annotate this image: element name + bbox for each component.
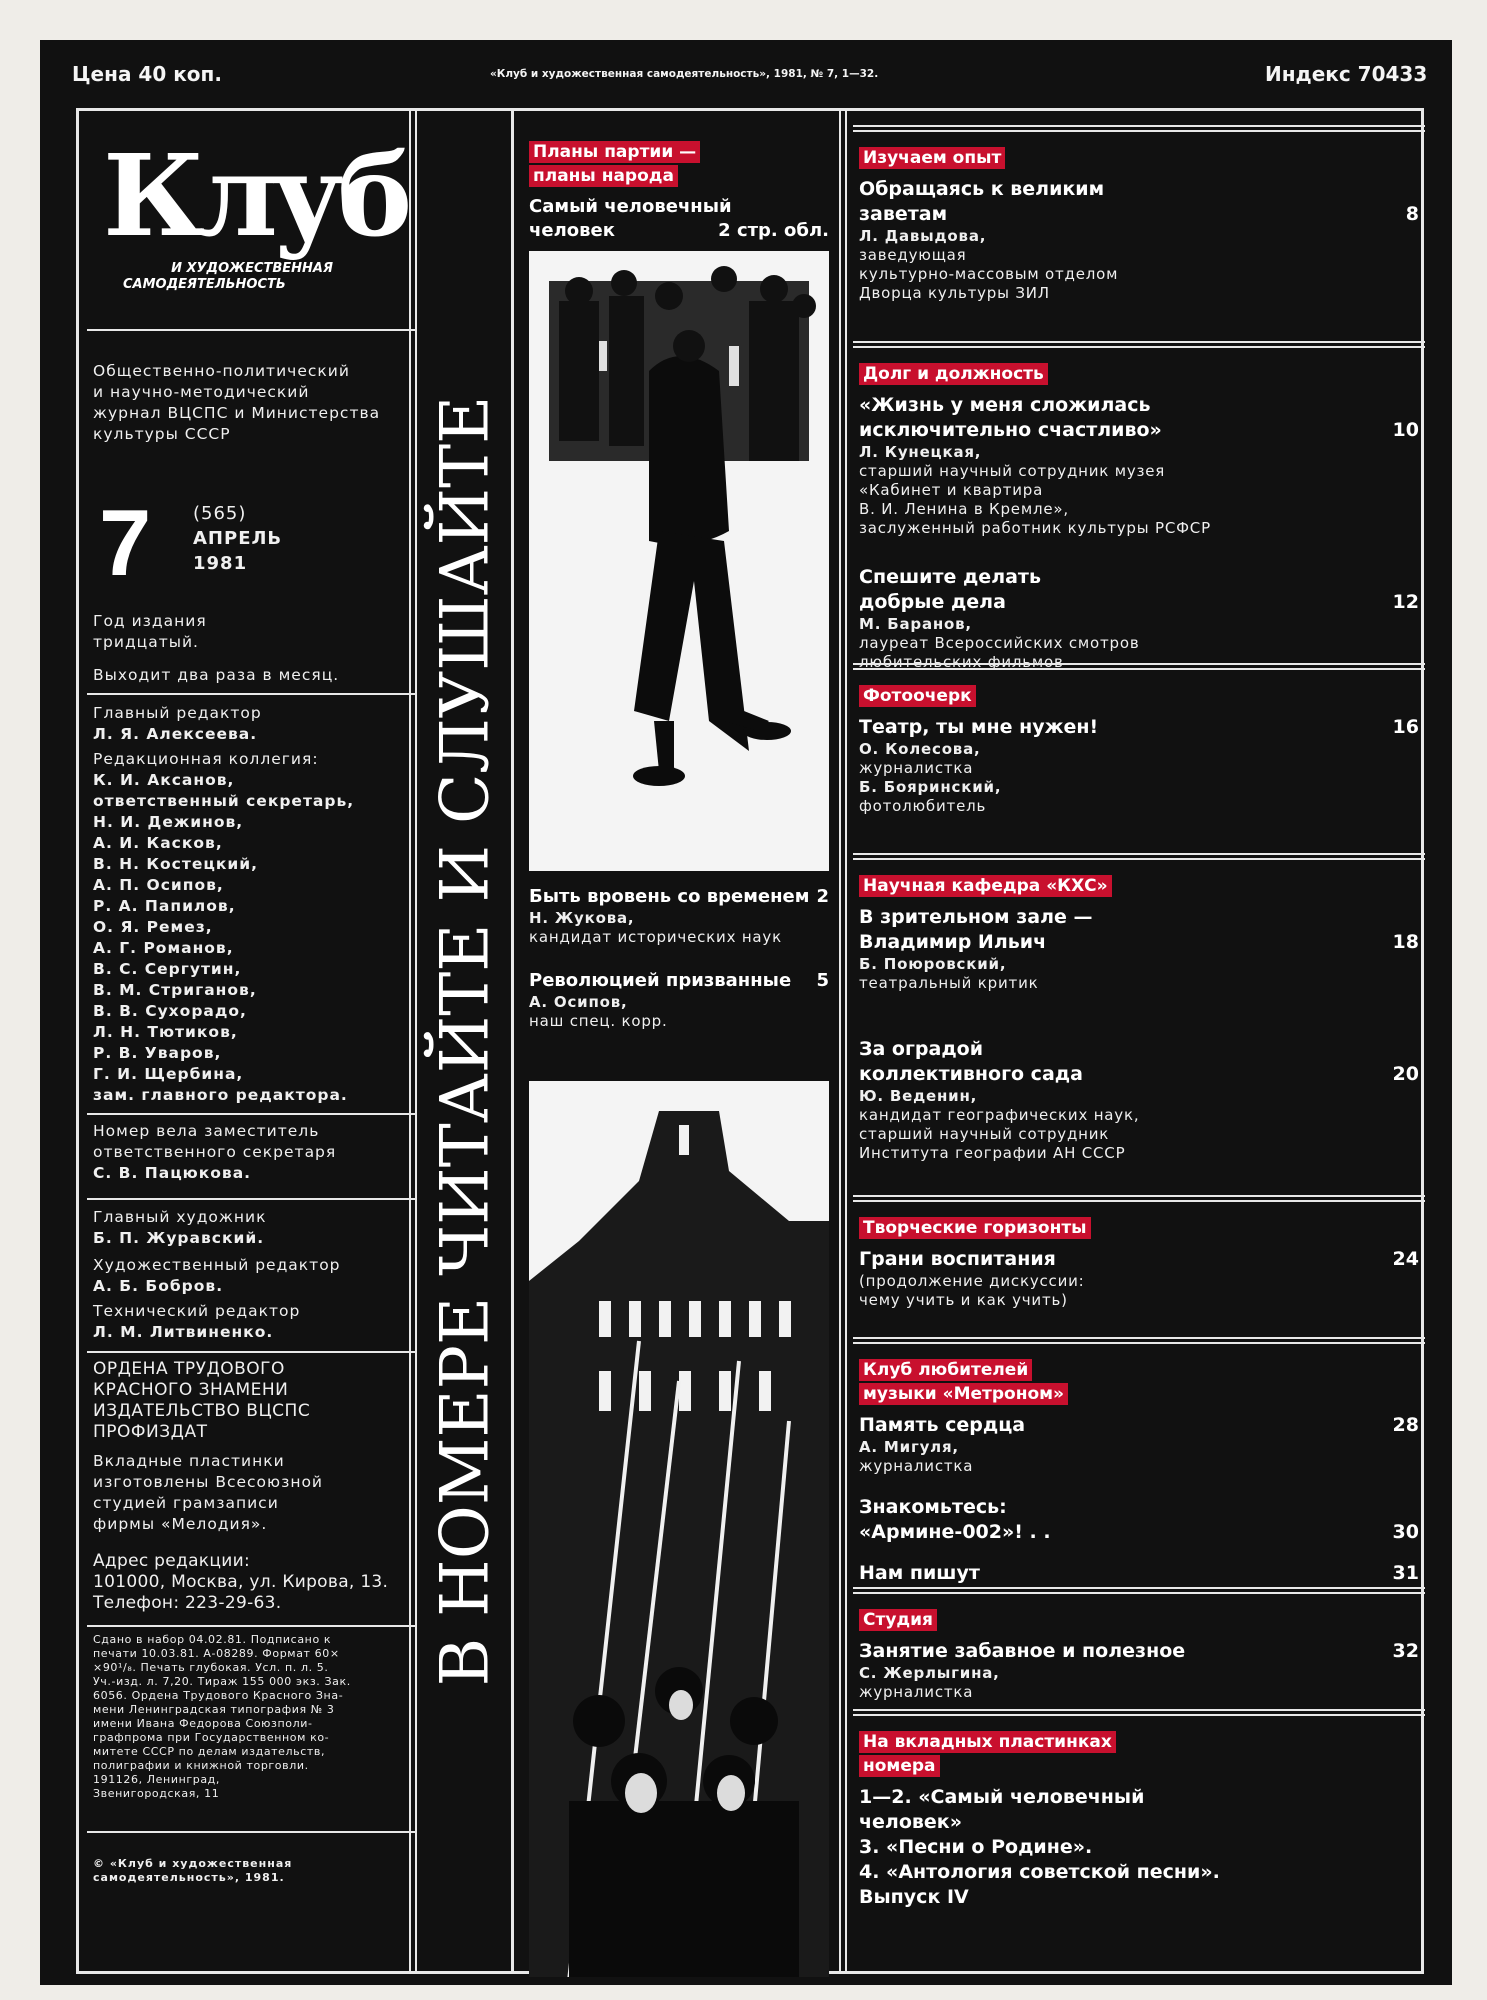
record-item: 4. «Антология советской песни». [859, 1861, 1220, 1883]
rubric-label: Изучаем опыт [859, 147, 1005, 169]
frequency: Выходит два раза в месяц. [93, 666, 340, 684]
toc-section [859, 147, 1419, 303]
price: Цена 40 коп. [72, 62, 222, 86]
rubric-row [859, 1217, 1419, 1241]
toc-page-number: 8 [1405, 203, 1419, 225]
divider [87, 329, 415, 331]
toc-section [859, 1031, 1419, 1163]
board-member: ответственный секретарь, [93, 792, 355, 810]
issue-info: (565) АПРЕЛЬ 1981 [193, 503, 283, 574]
record-item: 1—2. «Самый человечный [859, 1786, 1145, 1808]
article-page: 5 [816, 970, 829, 991]
toc-author-role: старший научный сотрудник [859, 1125, 1110, 1143]
toc-title: Грани воспитания [859, 1248, 1056, 1270]
toc-author-role: фотолюбитель [859, 797, 987, 815]
toc-page-number: 12 [1392, 591, 1419, 613]
description: Общественно-политический и научно-методический журнал ВЦСПС и Министерства культуры СССР [93, 362, 381, 443]
toc-entry [859, 1495, 1419, 1545]
rubric-row [859, 363, 1419, 387]
toc-title: «Жизнь у меня сложилась [859, 394, 1151, 416]
index-number: Индекс 70433 [1265, 62, 1428, 86]
record-item: Выпуск IV [859, 1886, 969, 1908]
toc-author: Л. Давыдова, [859, 227, 987, 245]
toc-entry [859, 1561, 1419, 1586]
logo: Клуб [103, 131, 407, 262]
imprint-line: печати 10.03.81. А-08289. Формат 60× [93, 1647, 340, 1660]
toc-section [859, 1359, 1419, 1476]
board-member: В. М. Стриганов, [93, 981, 257, 999]
rubric-row [859, 1731, 1419, 1755]
divider [87, 1625, 415, 1627]
toc-author: Б. Поюровский, [859, 955, 1007, 973]
section-divider [853, 1337, 1425, 1344]
issue-editor: Номер вела заместитель ответственного секретаря С. В. Пацюкова. [93, 1122, 337, 1182]
toc-section [859, 1731, 1419, 1910]
vertical-title-column [419, 111, 511, 1971]
toc-title: исключительно счастливо» [859, 419, 1162, 441]
toc-title: Владимир Ильич [859, 931, 1047, 953]
toc-title: «Армине-002»! . . [859, 1521, 1051, 1543]
rubric-row [859, 685, 1419, 709]
rubric-label: Творческие горизонты [859, 1217, 1091, 1239]
lead-title: человек [529, 220, 615, 241]
toc-title: Обращаясь к великим [859, 178, 1105, 200]
toc-author-role: лауреат Всероссийских смотров [859, 634, 1140, 652]
article-author-role: наш спец. корр. [529, 1012, 668, 1030]
article-author: А. Осипов, [529, 993, 628, 1011]
issue-number: 7 [99, 490, 152, 595]
middle-article [529, 969, 829, 1031]
editorial-board: Главный редактор Л. Я. Алексеева. Редакционная коллегия: К. И. Аксанов, ответственный секретарь, Н. И. Дежинов, А. И. Касков, В. Н. Костецкий, А. П. Осипов, Р. А. Папилов, О. Я. Ремез, А. Г. Романов, В. С. Сергутин, В. М. Стриганов, В. В. Сухорадо, Л. Н. Тютиков, Р. В. Уваров, Г. И. Щербина, зам. главного редактора. [93, 703, 409, 1106]
imprint-line: имени Ивана Федорова Союзполи- [93, 1717, 313, 1730]
rubric-label: Планы партии — [529, 141, 700, 163]
lead-page: 2 стр. обл. [718, 220, 829, 241]
toc-author-role: журналистка [859, 1683, 974, 1701]
imprint-line: Звенигородская, 11 [93, 1787, 220, 1800]
rubric-row [859, 1383, 1419, 1407]
imprint [93, 1633, 409, 1801]
toc-page-number: 32 [1392, 1640, 1419, 1662]
toc-page-number: 24 [1392, 1248, 1419, 1270]
toc-page-number: 20 [1392, 1063, 1419, 1085]
toc-entry-line [859, 590, 1419, 615]
address: Адрес редакции: 101000, Москва, ул. Кирова, 13. Телефон: 223-29-63. [93, 1551, 389, 1613]
toc-title: добрые дела [859, 591, 1006, 613]
toc-author: Ю. Веденин, [859, 1087, 978, 1105]
toc-author-role: старший научный сотрудник музея [859, 462, 1166, 480]
toc-title: За оградой [859, 1038, 984, 1060]
board-member: О. Я. Ремез, [93, 918, 213, 936]
divider [87, 1351, 415, 1353]
section-divider [853, 1587, 1425, 1594]
toc-author-role: «Кабинет и квартира [859, 481, 1044, 499]
toc-author-role: театральный критик [859, 974, 1039, 992]
rubric-label: Научная кафедра «КХС» [859, 875, 1112, 897]
rubric-label: На вкладных пластинках [859, 1731, 1116, 1753]
toc-entry [859, 1413, 1419, 1476]
contents-frame [76, 108, 1424, 1974]
rubric-row [859, 147, 1419, 171]
toc-entry [859, 393, 1419, 538]
toc-section [859, 363, 1419, 538]
toc-author-role: заведующая [859, 246, 967, 264]
middle-articles [529, 885, 829, 1053]
rubric-label: Фотоочерк [859, 685, 976, 707]
rubric-row [859, 875, 1419, 899]
article-title: Быть вровень со временем [529, 886, 810, 907]
article-heading [529, 969, 829, 993]
copyright: © «Клуб и художественная самодеятельность», 1981. [93, 1857, 293, 1884]
toc-author: О. Колесова, [859, 740, 981, 758]
section-divider [853, 853, 1425, 860]
toc-author-role: заслуженный работник культуры РСФСР [859, 519, 1211, 537]
article-page: 2 [816, 886, 829, 907]
divider [87, 1113, 415, 1115]
toc-entry-line [859, 1413, 1419, 1438]
imprint-line: полиграфии и книжной торговли. [93, 1759, 309, 1772]
rubric-row [859, 1609, 1419, 1633]
rubric-label: Долг и должность [859, 363, 1048, 385]
article-title: Революцией призванные [529, 970, 792, 991]
toc-title: заветам [859, 203, 948, 225]
section-divider [853, 1709, 1425, 1716]
toc-page-number: 16 [1392, 716, 1419, 738]
toc-author-role: журналистка [859, 759, 974, 777]
toc-entry-line [859, 1639, 1419, 1664]
toc-entry [859, 905, 1419, 993]
toc-author-role: культурно-массовым отделом [859, 265, 1119, 283]
board-member: Л. Н. Тютиков, [93, 1023, 238, 1041]
toc-entry [859, 1037, 1419, 1163]
logo-subtitle: И ХУДОЖЕСТВЕННАЯ САМОДЕЯТЕЛЬНОСТЬ [123, 261, 333, 292]
rubric-row [859, 1359, 1419, 1383]
column-divider [409, 111, 417, 1971]
toc-entry [859, 1639, 1419, 1702]
board-member: Р. В. Уваров, [93, 1044, 222, 1062]
toc-entry-line [859, 1247, 1419, 1272]
board-member: В. С. Сергутин, [93, 960, 242, 978]
article-author-role: кандидат исторических наук [529, 928, 782, 946]
toc-author: Л. Кунецкая, [859, 443, 982, 461]
toc-section [859, 1217, 1419, 1310]
section-divider [853, 663, 1425, 670]
toc-section [859, 1555, 1419, 1586]
toc-entry-line [859, 418, 1419, 443]
toc-entry-line [859, 1520, 1419, 1545]
imprint-line: Уч.-изд. л. 7,20. Тираж 155 000 экз. Зак. [93, 1675, 351, 1688]
toc-author-role: В. И. Ленина в Кремле», [859, 500, 1069, 518]
imprint-line: Сдано в набор 04.02.81. Подписано к [93, 1633, 332, 1646]
toc-author-role: кандидат географических наук, [859, 1106, 1140, 1124]
citation: «Клуб и художественная самодеятельность», 1981, № 7, 1—32. [490, 68, 879, 80]
toc-title: Знакомьтесь: [859, 1496, 1007, 1518]
toc-entry-line [859, 1062, 1419, 1087]
toc-page-number: 18 [1392, 931, 1419, 953]
record-item: человек» [859, 1811, 962, 1833]
record-item: 3. «Песни о Родине». [859, 1836, 1093, 1858]
rubric-label: Студия [859, 1609, 937, 1631]
toc-author-role: журналистка [859, 1457, 974, 1475]
toc-section [859, 875, 1419, 993]
article-heading [529, 885, 829, 909]
toc-author-role: Дворца культуры ЗИЛ [859, 284, 1050, 302]
toc-note: чему учить и как учить) [859, 1291, 1068, 1309]
board-member: Р. А. Папилов, [93, 897, 236, 915]
rubric-row [859, 1755, 1419, 1779]
toc-author: А. Мигуля, [859, 1438, 959, 1456]
toc-entry-line [859, 930, 1419, 955]
middle-article [529, 885, 829, 947]
contents-column [859, 111, 1419, 1971]
board-member: А. И. Касков, [93, 834, 223, 852]
toc-page-number: 28 [1392, 1414, 1419, 1436]
lead-block [529, 141, 829, 243]
imprint-line: митете СССР по делам издательств, [93, 1745, 326, 1758]
column-divider [839, 111, 847, 1971]
board-member: К. И. Аксанов, [93, 771, 235, 789]
board-member: А. Г. Романов, [93, 939, 234, 957]
masthead-column [93, 111, 413, 1971]
toc-author-role: Института географии АН СССР [859, 1144, 1126, 1162]
imprint-line: 191126, Ленинград, [93, 1773, 220, 1786]
toc-section [859, 1609, 1419, 1702]
section-divider [853, 1195, 1425, 1202]
photo-red-square-parade [529, 1081, 829, 1977]
toc-entry [859, 715, 1419, 816]
photo-lenin-walking [529, 251, 829, 871]
year-of-publication: Год издания тридцатый. [93, 612, 207, 651]
toc-section [859, 559, 1419, 672]
toc-title: Занятие забавное и полезное [859, 1640, 1186, 1662]
toc-title: В зрительном зале — [859, 906, 1093, 928]
board-member: В. В. Сухорадо, [93, 1002, 247, 1020]
toc-entry-line [859, 715, 1419, 740]
toc-entry-line [859, 1561, 1419, 1586]
toc-section [859, 1489, 1419, 1545]
middle-column [529, 111, 829, 1971]
toc-author: С. Жерлыгина, [859, 1664, 1000, 1682]
board-member: Г. И. Щербина, [93, 1065, 244, 1083]
toc-title: Нам пишут [859, 1562, 980, 1584]
records-note: Вкладные пластинки изготовлены Всесоюзной студией грамзаписи фирмы «Мелодия». [93, 1452, 324, 1533]
toc-author: Б. Бояринский, [859, 778, 1002, 796]
publisher: ОРДЕНА ТРУДОВОГО КРАСНОГО ЗНАМЕНИ ИЗДАТЕЛЬСТВО ВЦСПС ПРОФИЗДАТ [93, 1359, 311, 1442]
toc-entry-line [859, 202, 1419, 227]
art-staff: Главный художник Б. П. Журавский. Художественный редактор А. Б. Бобров. Технический редактор Л. М. Литвиненко. [93, 1208, 341, 1341]
rubric-label: музыки «Метроном» [859, 1383, 1068, 1405]
imprint-line: графпрома при Государственном ко- [93, 1731, 330, 1744]
imprint-line: мени Ленинградская типография № 3 [93, 1703, 335, 1716]
divider [87, 693, 415, 695]
rubric-label: номера [859, 1755, 940, 1777]
imprint-line: ×90¹/₈. Печать глубокая. Усл. п. л. 5. [93, 1661, 329, 1674]
toc-author: М. Баранов, [859, 615, 972, 633]
toc-entry [859, 1247, 1419, 1310]
section-divider [853, 125, 1425, 132]
section-divider [853, 341, 1425, 348]
board-member: Н. И. Дежинов, [93, 813, 244, 831]
toc-entry [859, 565, 1419, 672]
toc-title: Спешите делать [859, 566, 1041, 588]
lead-title: Самый человечный [529, 196, 732, 217]
column-divider [511, 111, 514, 1971]
toc-author-role: любительских фильмов [859, 653, 1064, 671]
toc-page-number: 10 [1392, 419, 1419, 441]
toc-page-number: 30 [1392, 1521, 1419, 1543]
imprint-line: 6056. Ордена Трудового Красного Зна- [93, 1689, 344, 1702]
toc-title: Театр, ты мне нужен! [859, 716, 1099, 738]
toc-section [859, 685, 1419, 816]
toc-note: (продолжение дискуссии: [859, 1272, 1085, 1290]
magazine-page [40, 40, 1452, 1985]
board-member: В. Н. Костецкий, [93, 855, 258, 873]
rubric-label: Клуб любителей [859, 1359, 1032, 1381]
divider [87, 1198, 415, 1200]
toc-page-number: 31 [1392, 1562, 1419, 1584]
article-author: Н. Жукова, [529, 909, 635, 927]
divider [87, 1831, 415, 1833]
vertical-title: В НОМЕРЕ ЧИТАЙТЕ И СЛУШАЙТЕ [426, 395, 504, 1687]
toc-title: коллективного сада [859, 1063, 1083, 1085]
board-member: А. П. Осипов, [93, 876, 224, 894]
toc-title: Память сердца [859, 1414, 1026, 1436]
record-list [859, 1785, 1419, 1910]
toc-entry [859, 177, 1419, 303]
board-member: зам. главного редактора. [93, 1086, 348, 1104]
rubric-label: планы народа [529, 165, 678, 187]
